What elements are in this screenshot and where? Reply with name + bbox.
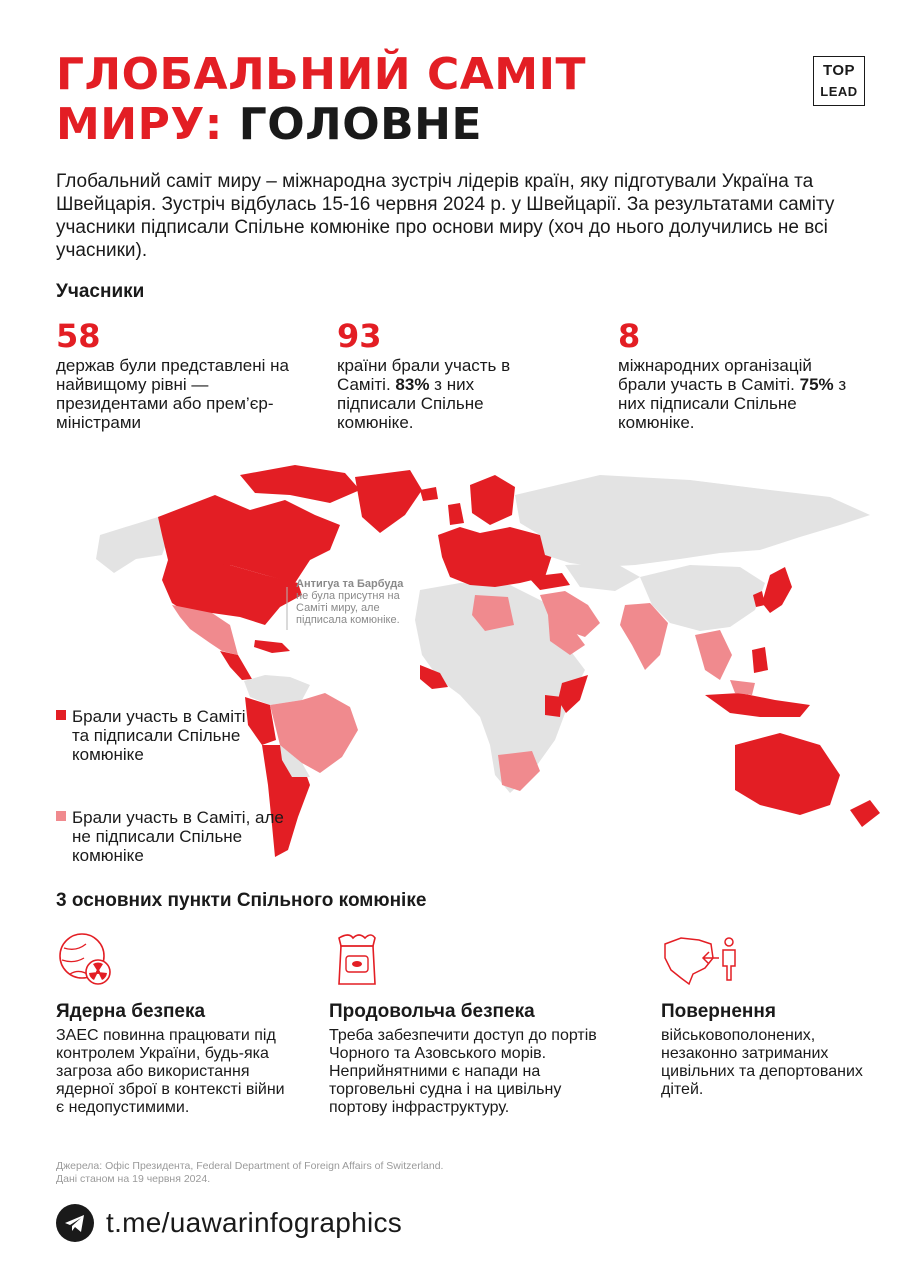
stat-number: 8 — [618, 317, 641, 355]
indonesia-east-shape — [730, 680, 755, 695]
point-title: Продовольча безпека — [329, 1001, 535, 1022]
stat-text: держав були представлені на найвищому рівні — президентами або прем’єр-міністрами — [56, 356, 289, 432]
nuclear-globe-icon — [56, 930, 114, 988]
egypt-shape — [514, 603, 546, 630]
page-title — [56, 50, 586, 150]
uk-shape — [448, 503, 464, 525]
source-line-2: Дані станом на 19 червня 2024. — [56, 1173, 211, 1185]
source-line-1: Джерела: Офіс Президента, Federal Department of Foreign Affairs of Switzerland. — [56, 1160, 444, 1172]
telegram-icon[interactable] — [56, 1204, 94, 1242]
point-title: Ядерна безпека — [56, 1001, 206, 1022]
sources-note — [56, 1160, 443, 1186]
stat-organizations — [618, 318, 888, 432]
legend-swatch-not-signed — [56, 811, 66, 821]
russia-shape — [515, 475, 870, 567]
kazakhstan-shape — [565, 563, 640, 591]
logo-bottom: LEAD — [820, 84, 858, 99]
indonesia-shape — [705, 693, 810, 717]
australia-shape — [735, 733, 840, 815]
telegram-channel-link[interactable]: t.me/uawarinfographics — [106, 1207, 403, 1238]
legend-label: Брали участь в Саміті та підписали Спільне комюніке — [72, 707, 246, 764]
legend-swatch-signed — [56, 710, 66, 720]
caribbean-shape — [254, 640, 290, 653]
stat-percent: 83% — [395, 375, 430, 394]
callout-title: Антигуа та Барбуда — [296, 578, 404, 590]
canada-islands-shape — [240, 465, 360, 503]
legend-not-signed — [56, 808, 286, 865]
central-america-shape — [220, 651, 252, 680]
point-text: військовополонених, незаконно затриманих цивільних та депортованих дітей. — [661, 1027, 863, 1098]
grain-bag-icon — [329, 930, 387, 988]
japan-shape — [762, 567, 792, 613]
logo-top: TOP — [822, 62, 856, 79]
scandinavia-shape — [470, 475, 515, 525]
asia-oceania — [515, 475, 880, 827]
stat-text: міжнародних організацій брали участь в Саміті. — [618, 356, 812, 394]
southeast-asia-shape — [695, 630, 732, 680]
new-zealand-shape — [850, 800, 880, 827]
title-line-2-red: МИРУ: — [56, 99, 223, 150]
greenland-shape — [355, 470, 422, 533]
point-return — [661, 930, 921, 1099]
iceland-shape — [420, 487, 438, 501]
top-lead-logo — [813, 56, 865, 106]
intro-paragraph: Глобальний саміт миру – міжнародна зустріч лідерів країн, яку підготували Україна та Швейцарія. Зустріч відбулась 15-16 червня 2024 р. у Швейцарії. За результатами саміту учасники підписали Спільне комюніке про основи миру (хоч до нього долучились не всі учасники). — [56, 171, 835, 261]
point-nuclear-safety — [56, 930, 346, 1117]
point-title: Повернення — [661, 1001, 776, 1022]
points-heading: 3 основних пункти Спільного комюніке — [56, 890, 427, 911]
stat-number: 93 — [337, 317, 382, 355]
philippines-shape — [752, 647, 768, 673]
point-text: Треба забезпечити доступ до портів Чорного та Азовського морів. Неприйнятними є напади на торговельні судна і на цивільну портову інфраструктуру. — [329, 1027, 597, 1116]
legend-signed — [56, 707, 256, 764]
stat-number: 58 — [56, 317, 101, 355]
stat-heads-of-state — [56, 318, 326, 432]
point-food-security — [329, 930, 619, 1117]
alaska-shape — [96, 517, 170, 573]
return-person-icon — [661, 930, 741, 988]
callout-text: не була присутня на Саміті миру, але підписала комюніке. — [296, 590, 400, 626]
title-line-2-dark: ГОЛОВНЕ — [238, 99, 483, 150]
south-africa-shape — [498, 751, 540, 791]
stat-after: з них підписали Спільне комюніке. — [337, 375, 484, 432]
antigua-callout — [296, 578, 416, 626]
point-text: ЗАЕС повинна працювати під контролем України, будь-яка загроза або використання ядерної зброї в контексті війни є недопустимими. — [56, 1027, 285, 1116]
title-line-1: ГЛОБАЛЬНИЙ САМІТ — [56, 49, 586, 100]
stat-countries — [337, 318, 607, 432]
legend-label: Брали участь в Саміті, але не підписали Спільне комюніке — [72, 808, 284, 865]
stat-percent: 75% — [799, 375, 834, 394]
stat-after: з них підписали Спільне комюніке. — [618, 375, 847, 432]
kenya-shape — [545, 695, 562, 717]
stat-text: країни брали участь в Саміті. — [337, 356, 511, 394]
north-america — [96, 465, 422, 680]
participants-heading: Учасники — [56, 281, 145, 302]
